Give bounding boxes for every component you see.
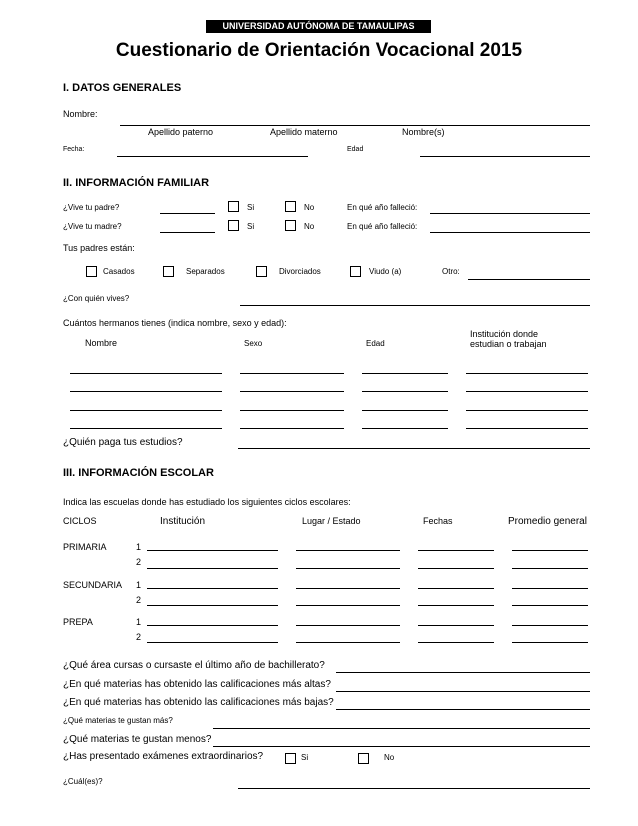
padre-fallecio-label: En qué año falleció: [347,203,418,212]
section-family-heading: II. INFORMACIÓN FAMILIAR [63,177,210,189]
col-edad-header: Edad [366,339,385,348]
padre-no-label: No [304,203,315,212]
calificaciones-altas-field[interactable] [336,691,590,692]
casados-checkbox[interactable] [86,266,97,277]
calificaciones-bajas-label: ¿En qué materias has obtenido las calificaciones más bajas? [63,697,334,708]
primaria-2-fechas[interactable] [418,568,494,569]
hermano-sexo-4[interactable] [240,428,344,429]
apellido-materno-label: Apellido materno [270,127,338,137]
section-school-heading: III. INFORMACIÓN ESCOLAR [63,467,214,479]
col-institucion-header-2: estudian o trabajan [470,339,547,349]
materias-gustan-menos-field[interactable] [213,746,590,747]
prepa-2-lugar[interactable] [296,642,400,643]
hermano-edad-3[interactable] [362,410,448,411]
hermano-nombre-3[interactable] [70,410,222,411]
area-bachillerato-field[interactable] [336,672,590,673]
hermano-edad-4[interactable] [362,428,448,429]
hermano-edad-2[interactable] [362,391,448,392]
col-nombre-header: Nombre [85,338,118,348]
separados-label: Separados [186,267,225,276]
hermanos-question: Cuántos hermanos tienes (indica nombre, sexo y edad): [63,318,287,328]
madre-fallecio-field[interactable] [430,232,590,233]
prepa-2-promedio[interactable] [512,642,588,643]
divorciados-label: Divorciados [279,267,321,276]
extraordinarios-no-checkbox[interactable] [358,753,369,764]
padre-question: ¿Vive tu padre? [63,203,120,212]
hermano-edad-1[interactable] [362,373,448,374]
primaria-row-1-number: 1 [136,542,142,552]
primaria-2-institucion[interactable] [147,568,278,569]
secundaria-1-promedio[interactable] [512,588,588,589]
extraordinarios-si-checkbox[interactable] [285,753,296,764]
section-general-heading: I. DATOS GENERALES [63,82,182,94]
ciclo-primaria-label: PRIMARIA [63,542,107,552]
edad-field[interactable] [420,156,590,157]
viudo-checkbox[interactable] [350,266,361,277]
primaria-1-lugar[interactable] [296,550,400,551]
materias-gustan-menos-label: ¿Qué materias te gustan menos? [63,734,212,745]
padre-si-label: Si [247,203,255,212]
cuales-label: ¿Cuál(es)? [63,777,103,786]
materias-gustan-mas-label: ¿Qué materias te gustan más? [63,716,173,725]
padre-no-checkbox[interactable] [285,201,296,212]
hermano-nombre-2[interactable] [70,391,222,392]
secundaria-2-institucion[interactable] [147,605,278,606]
hermano-institucion-2[interactable] [466,391,588,392]
nombre-label: Nombre: [63,109,98,119]
con-quien-field[interactable] [240,305,590,306]
apellido-paterno-label: Apellido paterno [148,127,214,137]
nombre-field[interactable] [120,125,590,126]
primaria-1-institucion[interactable] [147,550,278,551]
hermano-institucion-1[interactable] [466,373,588,374]
extraordinarios-si-label: Si [301,753,309,762]
prepa-row-1-number: 1 [136,617,142,627]
primaria-2-lugar[interactable] [296,568,400,569]
quien-paga-field[interactable] [238,448,590,449]
hermano-sexo-2[interactable] [240,391,344,392]
con-quien-label: ¿Con quién vives? [63,294,130,303]
separados-checkbox[interactable] [163,266,174,277]
col-sexo-header: Sexo [244,339,263,348]
hermano-institucion-4[interactable] [466,428,588,429]
padre-field[interactable] [160,213,215,214]
prepa-1-institucion[interactable] [147,625,278,626]
secundaria-row-2-number: 2 [136,595,142,605]
primaria-1-fechas[interactable] [418,550,494,551]
madre-fallecio-label: En qué año falleció: [347,222,418,231]
col-fechas-header: Fechas [423,516,453,526]
prepa-row-2-number: 2 [136,632,142,642]
secundaria-row-1-number: 1 [136,580,142,590]
padre-fallecio-field[interactable] [430,213,590,214]
primaria-row-2-number: 2 [136,557,142,567]
quien-paga-label: ¿Quién paga tus estudios? [63,437,183,448]
materias-gustan-mas-field[interactable] [213,728,590,729]
calificaciones-altas-label: ¿En qué materias has obtenido las calificaciones más altas? [63,679,331,690]
secundaria-1-institucion[interactable] [147,588,278,589]
ciclo-prepa-label: PREPA [63,617,93,627]
secundaria-2-fechas[interactable] [418,605,494,606]
hermano-nombre-4[interactable] [70,428,222,429]
madre-question: ¿Vive tu madre? [63,222,122,231]
col-ciclos-header: CICLOS [63,516,97,526]
hermano-nombre-1[interactable] [70,373,222,374]
secundaria-1-fechas[interactable] [418,588,494,589]
prepa-1-lugar[interactable] [296,625,400,626]
secundaria-2-lugar[interactable] [296,605,400,606]
padres-estan-label: Tus padres están: [63,243,135,253]
hermano-institucion-3[interactable] [466,410,588,411]
area-bachillerato-label: ¿Qué área cursas o cursaste el último año de bachillerato? [63,660,325,671]
col-lugar-header: Lugar / Estado [302,516,361,526]
primaria-2-promedio[interactable] [512,568,588,569]
otro-field[interactable] [468,279,590,280]
hermano-sexo-1[interactable] [240,373,344,374]
col-promedio-header: Promedio general [508,516,587,527]
madre-field[interactable] [160,232,215,233]
prepa-2-institucion[interactable] [147,642,278,643]
university-banner: UNIVERSIDAD AUTÓNOMA DE TAMAULIPAS [206,20,431,33]
viudo-label: Viudo (a) [369,267,402,276]
calificaciones-bajas-field[interactable] [336,709,590,710]
madre-si-label: Si [247,222,255,231]
prepa-1-fechas[interactable] [418,625,494,626]
madre-si-checkbox[interactable] [228,220,239,231]
indica-escuelas-label: Indica las escuelas donde has estudiado los siguientes ciclos escolares: [63,497,351,507]
ciclo-secundaria-label: SECUNDARIA [63,580,123,590]
nombres-label: Nombre(s) [402,127,445,137]
edad-label: Edad [347,146,364,153]
primaria-1-promedio[interactable] [512,550,588,551]
secundaria-2-promedio[interactable] [512,605,588,606]
prepa-1-promedio[interactable] [512,625,588,626]
fecha-field[interactable] [117,156,308,157]
fecha-label: Fecha: [63,146,85,153]
prepa-2-fechas[interactable] [418,642,494,643]
madre-no-checkbox[interactable] [285,220,296,231]
extraordinarios-label: ¿Has presentado exámenes extraordinarios? [63,751,264,762]
casados-label: Casados [103,267,135,276]
cuales-field[interactable] [238,788,590,789]
divorciados-checkbox[interactable] [256,266,267,277]
col-institucion-header: Institución [160,516,206,527]
otro-label: Otro: [442,267,460,276]
secundaria-1-lugar[interactable] [296,588,400,589]
extraordinarios-no-label: No [384,753,395,762]
col-institucion-header-1: Institución donde [470,329,539,339]
padre-si-checkbox[interactable] [228,201,239,212]
page-title: Cuestionario de Orientación Vocacional 2015 [115,40,523,61]
hermano-sexo-3[interactable] [240,410,344,411]
madre-no-label: No [304,222,315,231]
